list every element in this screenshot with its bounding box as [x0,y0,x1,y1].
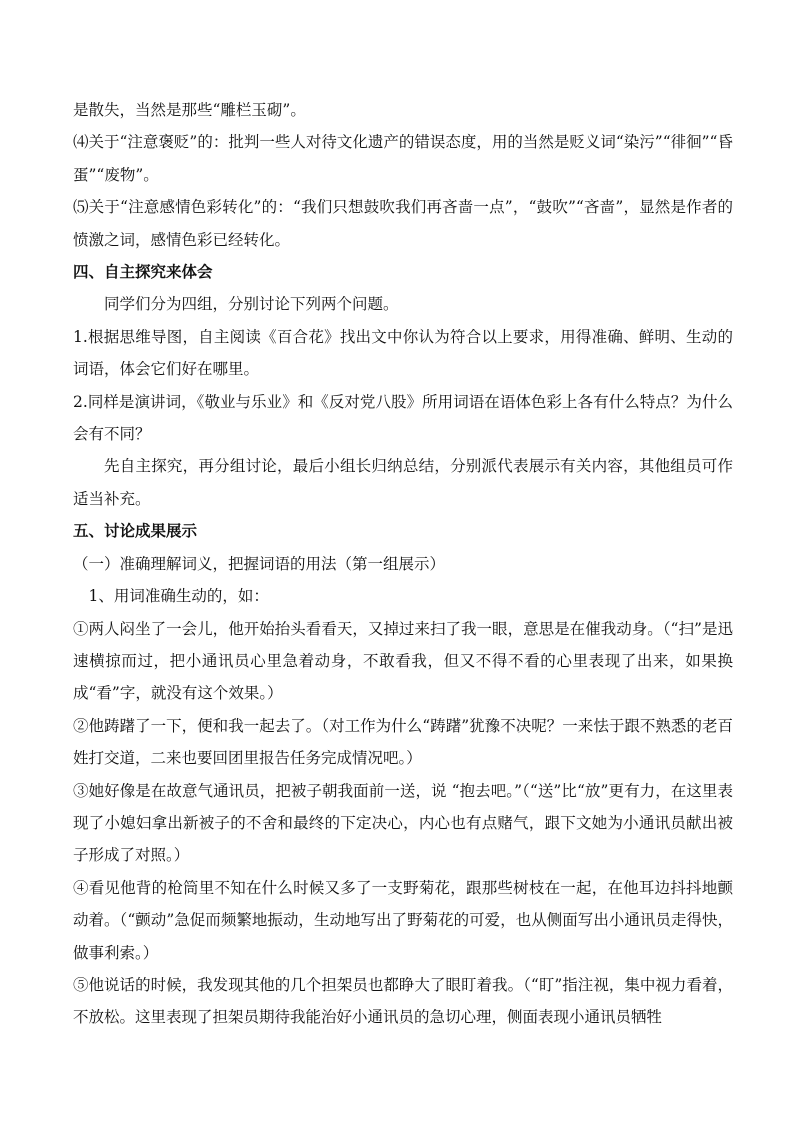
paragraph-item-4: ⑷关于“注意褒贬”的：批判一些人对待文化遗产的错误态度，用的当然是贬义词“染污”“徘徊”“昏蛋”“废物”。 [73,133,733,184]
subsection-heading-1: （一）准确理解词义，把握词语的用法（第一组展示） [73,554,446,573]
paragraph-instructions: 先自主探究，再分组讨论，最后小组长归纳总结，分别派代表展示有关内容，其他组员可作适当补充。 [73,457,733,508]
paragraph-group-intro: 同学们分为四组，分别讨论下列两个问题。 [104,295,399,314]
document-page [73,94,733,1034]
section-heading-4: 四、自主探究来体会 [73,262,213,282]
section-heading-5: 五、讨论成果展示 [73,521,198,541]
paragraph-item-5: ⑸关于“注意感情色彩转化”的：“我们只想鼓吹我们再吝啬一点”，“鼓吹”“吝啬”，显然是作者的愤激之词，感情色彩已经转化。 [73,198,733,249]
example-5: ⑤他说话的时候，我发现其他的几个担架员也都睁大了眼盯着我。（“盯”指注视，集中视力看着，不放松。这里表现了担架员期待我能治好小通讯员的急切心理，侧面表现小通讯员牺牲 [73,975,733,1027]
question-2: 2.同样是演讲词，《敬业与乐业》和《反对党八股》所用词语在语体色彩上各有什么特点？为什么会有不同？ [73,392,733,444]
example-4: ④看见他背的枪筒里不知在什么时候又多了一支野菊花，跟那些树枝在一起，在他耳边抖抖地颤动着。（“颤动”急促而频繁地振动，生动地写出了野菊花的可爱，也从侧面写出小通讯员走得快，做事利索。） [73,878,733,962]
example-3: ③她好像是在故意气通讯员，把被子朝我面前一送，说 “抱去吧。”（“送”比“放”更有力，在这里表现了小媳妇拿出新被子的不舍和最终的下定决心，内心也有点赌气，跟下文她为小通讯员献出被子形成了对照。） [73,781,733,865]
paragraph-continuation: 是散失，当然是那些“雕栏玉砌”。 [73,101,306,119]
list-heading-1: 1、用词准确生动的，如： [88,587,269,606]
example-2: ②他踌躇了一下，便和我一起去了。（对工作为什么“踌躇”犹豫不决呢？一来怯于跟不熟悉的老百姓打交道，二来也要回团里报告任务完成情况吧。） [73,716,733,768]
question-1: 1.根据思维导图，自主阅读《百合花》找出文中你认为符合以上要求，用得准确、鲜明、生动的词语，体会它们好在哪里。 [73,327,733,379]
example-1: ①两人闷坐了一会儿，他开始抬头看看天，又掉过来扫了我一眼，意思是在催我动身。（“扫”是迅速横掠而过，把小通讯员心里急着动身，不敢看我，但又不得不看的心里表现了出来，如果换成“看”字，就没有这个效果。） [73,619,733,703]
